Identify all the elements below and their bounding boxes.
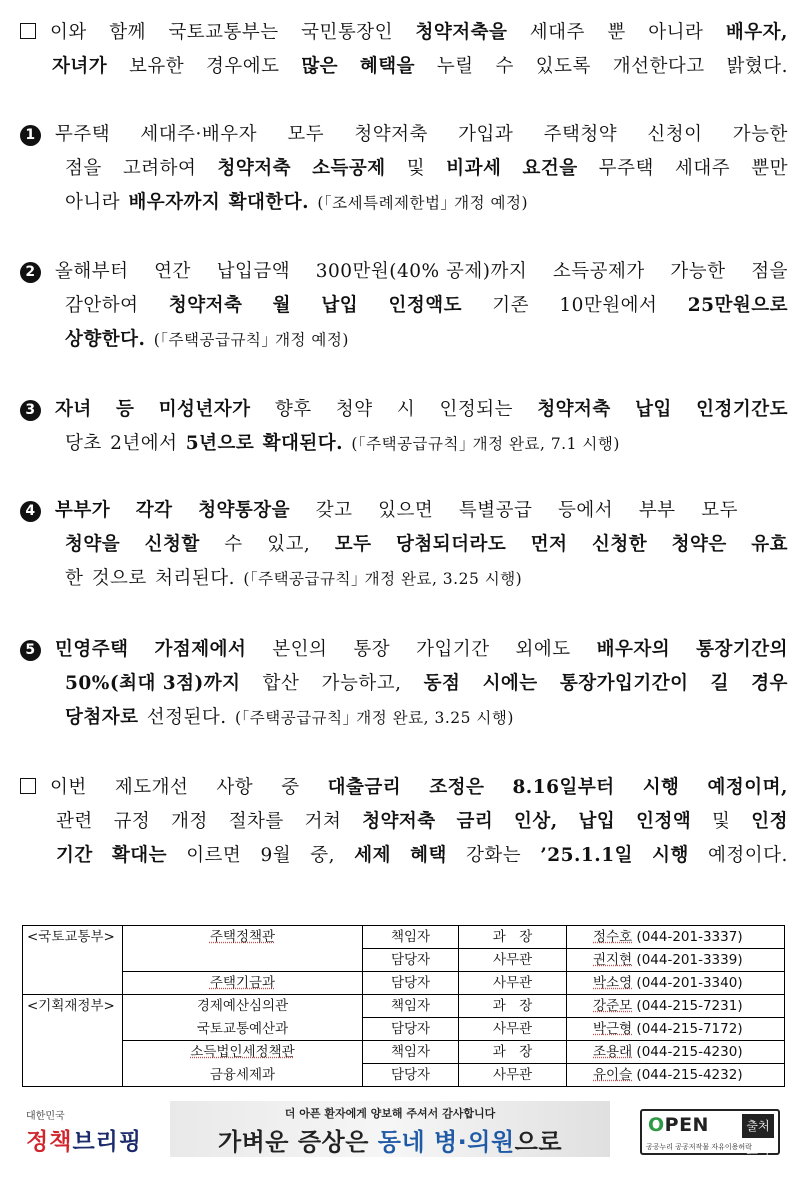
item-4-line-1: 4 부부가 각각 청약통장을 갖고 있으면 특별공급 등에서 부부 모두	[20, 494, 788, 528]
final-paragraph	[20, 771, 788, 873]
role-cell: 담당자	[363, 1064, 459, 1087]
item-3	[20, 393, 788, 461]
final-line-2: 관련 규정 개정 절차를 거쳐 청약저축 금리 인상, 납입 인정액 및 인정	[56, 811, 788, 832]
dept-cell: 금융세제과	[123, 1064, 363, 1087]
item-1-line-3: 아니라 배우자까지 확대한다. (｢조세특례제한법｣ 개정 예정)	[20, 186, 788, 220]
title-cell: 사무관	[459, 1018, 567, 1041]
kogl-open-license-badge[interactable]: OPEN 출처표시 공공누리 공공저작물 자유이용허락	[640, 1109, 780, 1155]
law-note: (｢조세특례제한법｣ 개정 예정)	[317, 194, 529, 212]
dept-cell: 주택기금과	[123, 972, 363, 995]
item-1-line-2: 점을 고려하여 청약저축 소득공제 및 비과세 요건을 무주택 세대주 뿐만	[65, 158, 788, 179]
footer	[0, 1095, 805, 1165]
title-cell: 사무관	[459, 1064, 567, 1087]
contacts-table	[22, 925, 785, 1087]
item-2-line-1: 2 올해부터 연간 납입금액 300만원(40% 공제)까지 소득공제가 가능한 점을	[20, 255, 788, 289]
title-cell: 과 장	[459, 926, 567, 949]
item-1	[20, 118, 788, 220]
square-bullet-icon	[20, 23, 36, 39]
item-4-line-3: 한 것으로 처리된다. (｢주택공급규칙｣ 개정 완료, 3.25 시행)	[20, 562, 788, 596]
role-cell: 책임자	[363, 1041, 459, 1064]
contact-cell: 박소영 (044-201-3340)	[567, 972, 785, 995]
title-cell: 과 장	[459, 1041, 567, 1064]
ministry-cell: <기획재정부>	[23, 995, 123, 1087]
contact-cell: 조용래 (044-215-4230)	[567, 1041, 785, 1064]
role-cell: 담당자	[363, 972, 459, 995]
law-note: (｢주택공급규칙｣ 개정 완료, 7.1 시행)	[351, 435, 620, 453]
item-2-line-3: 상향한다. (｢주택공급규칙｣ 개정 예정)	[20, 323, 788, 357]
role-cell: 책임자	[363, 995, 459, 1018]
dept-cell: 국토교통예산과	[123, 1018, 363, 1041]
dept-cell: 경제예산심의관	[123, 995, 363, 1018]
item-5-line-2: 50%(최대 3점)까지 합산 가능하고, 동점 시에는 통장가입기간이 길 경우	[65, 673, 788, 694]
item-5-line-1: 5 민영주택 가점제에서 본인의 통장 가입기간 외에도 배우자의 통장기간의	[20, 633, 788, 667]
banner-title: 가벼운 증상은 동네 병·의원으로	[217, 1128, 563, 1156]
law-note: (｢주택공급규칙｣ 개정 완료, 3.25 시행)	[234, 709, 514, 727]
role-cell: 담당자	[363, 949, 459, 972]
item-3-line-1: 3 자녀 등 미성년자가 향후 청약 시 인정되는 청약저축 납입 인정기간도	[20, 393, 788, 427]
number-5-icon: 5	[20, 640, 41, 661]
role-cell: 책임자	[363, 926, 459, 949]
table-row	[23, 995, 785, 1018]
table-row	[23, 1064, 785, 1087]
item-4	[20, 494, 788, 596]
number-3-icon: 3	[20, 400, 41, 421]
ministry-cell: <국토교통부>	[23, 926, 123, 995]
intro-line-2: 자녀가 보유한 경우에도 많은 혜택을 누릴 수 있도록 개선한다고 밝혔다.	[52, 56, 788, 77]
contact-cell: 유이슬 (044-215-4232)	[567, 1064, 785, 1087]
intro-line-1: 이와 함께 국토교통부는 국민통장인 청약저축을 세대주 뿐 아니라 배우자,	[20, 16, 788, 50]
number-2-icon: 2	[20, 262, 41, 283]
title-cell: 사무관	[459, 949, 567, 972]
title-cell: 과 장	[459, 995, 567, 1018]
number-4-icon: 4	[20, 501, 41, 522]
law-note: (｢주택공급규칙｣ 개정 완료, 3.25 시행)	[243, 570, 523, 588]
item-2-line-2: 감안하여 청약저축 월 납입 인정액도 기존 10만원에서 25만원으로	[65, 295, 788, 316]
table-row	[23, 972, 785, 995]
dept-cell: 주택정책관	[123, 926, 363, 972]
final-line-3: 기간 확대는 이르면 9월 중, 세제 혜택 강화는 ’25.1.1일 시행 예정이다.	[56, 845, 788, 866]
law-note: (｢주택공급규칙｣ 개정 예정)	[153, 331, 349, 349]
item-2	[20, 255, 788, 357]
final-line-1: 이번 제도개선 사항 중 대출금리 조정은 8.16일부터 시행 예정이며,	[20, 771, 788, 805]
contact-cell: 박근형 (044-215-7172)	[567, 1018, 785, 1041]
item-5-line-3: 당첨자로 선정된다. (｢주택공급규칙｣ 개정 완료, 3.25 시행)	[20, 701, 788, 735]
role-cell: 담당자	[363, 1018, 459, 1041]
item-5	[20, 633, 788, 735]
dept-cell: 소득법인세정책관	[123, 1041, 363, 1064]
policy-briefing-logo[interactable]: 대한민국 정책브리핑	[26, 1111, 143, 1155]
title-cell: 사무관	[459, 972, 567, 995]
number-1-icon: 1	[20, 125, 41, 146]
contact-cell: 권지현 (044-201-3339)	[567, 949, 785, 972]
contact-cell: 정수호 (044-201-3337)	[567, 926, 785, 949]
square-bullet-icon	[20, 778, 36, 794]
campaign-banner[interactable]	[170, 1101, 610, 1157]
item-1-line-1: 1 무주택 세대주·배우자 모두 청약저축 가입과 주택청약 신청이 가능한	[20, 118, 788, 152]
table-row	[23, 1041, 785, 1064]
table-row	[23, 1018, 785, 1041]
table-row	[23, 926, 785, 949]
item-4-line-2: 청약을 신청할 수 있고, 모두 당첨되더라도 먼저 신청한 청약은 유효	[65, 534, 788, 555]
banner-subtitle: 더 아픈 환자에게 양보해 주셔서 감사합니다	[284, 1107, 496, 1120]
contact-cell: 강준모 (044-215-7231)	[567, 995, 785, 1018]
intro-paragraph	[20, 16, 788, 84]
item-3-line-2: 당초 2년에서 5년으로 확대된다. (｢주택공급규칙｣ 개정 완료, 7.1 시행)	[20, 427, 788, 461]
attribution-icon: 출처표시	[742, 1114, 774, 1138]
